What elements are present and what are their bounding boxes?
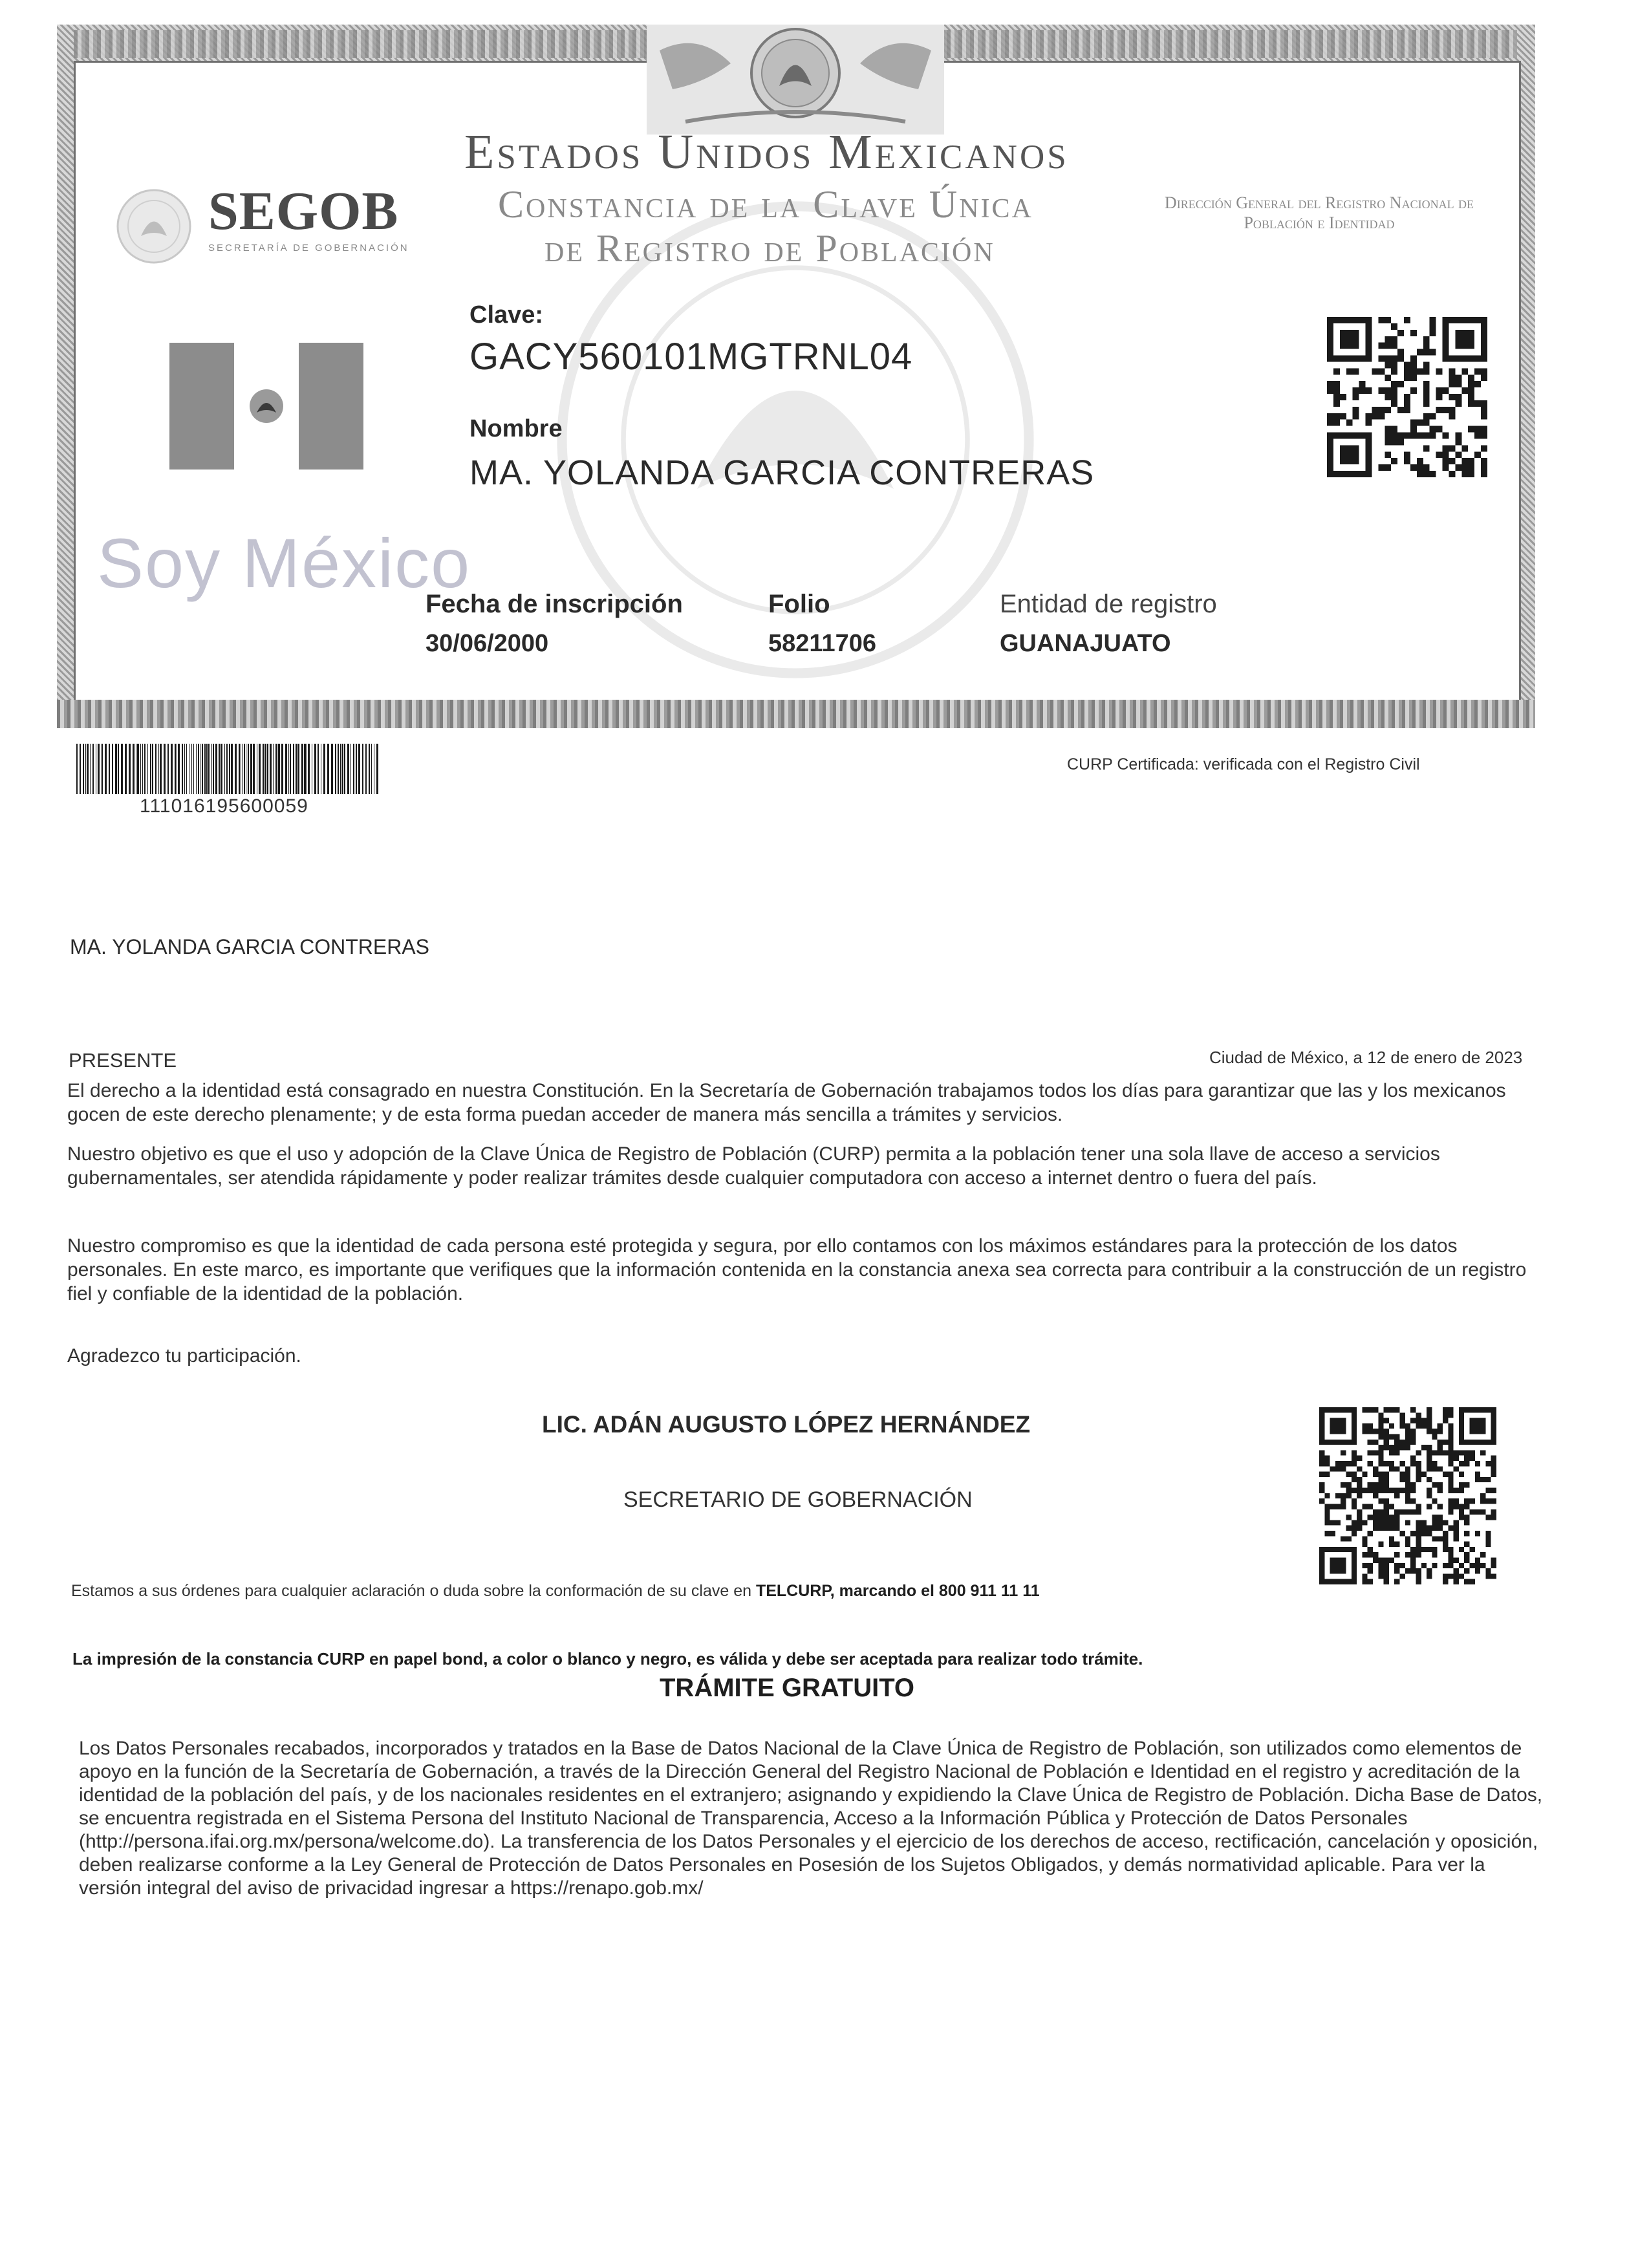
letter-paragraph-3: Nuestro compromiso es que la identidad de cada persona esté protegida y segura, por ello contamos con los máximos estándares para la protección de los datos personales. En este marco, es importante que verifiques que la información contenida en la constancia anexa sea correcta para contribuir a la construcción de un registro fiel y confiable de la identidad de la población.: [67, 1235, 1527, 1304]
mexican-flag-icon: [169, 343, 363, 470]
nombre-value: MA. YOLANDA GARCIA CONTRERAS: [469, 453, 1095, 492]
curp-certified-note: CURP Certificada: verificada con el Registro Civil: [1067, 755, 1420, 773]
place-date-line: Ciudad de México, a 12 de enero de 2023: [1209, 1048, 1523, 1067]
document-title-line2: de Registro de Población: [544, 227, 995, 270]
nombre-label: Nombre: [469, 415, 563, 442]
qr-code-icon: [1319, 1407, 1496, 1584]
folio-label: Folio: [768, 590, 830, 618]
signer-title: SECRETARIO DE GOBERNACIÓN: [623, 1487, 973, 1512]
segob-seal-icon: [115, 188, 193, 265]
country-title: Estados Unidos Mexicanos: [464, 125, 1069, 179]
segob-logo-subtitle: SECRETARÍA DE GOBERNACIÓN: [208, 243, 409, 254]
clave-value: GACY560101MGTRNL04: [469, 336, 913, 378]
entidad-registro-value: GUANAJUATO: [1000, 630, 1171, 657]
validity-notice: La impresión de la constancia CURP en papel bond, a color o blanco y negro, es válida y debe ser aceptada para realizar todo trámite.: [72, 1649, 1143, 1669]
directorate-title: Dirección General del Registro Nacional de Población e Identidad: [1164, 193, 1474, 233]
privacy-notice: Los Datos Personales recabados, incorporados y tratados en la Base de Datos Nacional de la Clave Única de Registro de Población, son utilizados como elementos de apoyo en la función de la Secretaría de Gobernación, a través de la Dirección General del Registro Nacional de Población e Identidad en el registro y acreditación de la identidad de la población del país, y de los nacionales residentes en el extranjero; asignando y expidiendo la Clave Única de Registro de Población. Dicha Base de Datos, se encuentra registrada en el Sistema Persona del Instituto Nacional de Transparencia, Acceso a la Información Pública y Protección de Datos Personales (http://persona.ifai.org.mx/persona/welcome.do). La transferencia de los Datos Personales y el ejercicio de los derechos de acceso, rectificación, cancelación y oposición, deben realizarse conforme a la Ley General de Protección de Datos Personales en Posesión de los Sujetos Obligados, y demás normatividad aplicable. Para ver la versión integral del aviso de privacidad ingresar a https://renapo.gob.mx/: [79, 1738, 1543, 1899]
contact-text: Estamos a sus órdenes para cualquier aclaración o duda sobre la conformación de su clave en: [71, 1582, 756, 1600]
tramite-gratuito: TRÁMITE GRATUITO: [660, 1674, 915, 1702]
fecha-inscripcion-label: Fecha de inscripción: [426, 590, 683, 618]
letter-paragraph-2: Nuestro objetivo es que el uso y adopción de la Clave Única de Registro de Población (CURP) permita a la población tener una sola llave de acceso a servicios gubernamentales, ser atendida rápidamente y poder realizar trámites desde cualquier computadora con acceso a internet dentro o fuera del país.: [67, 1143, 1440, 1189]
signer-name: LIC. ADÁN AUGUSTO LÓPEZ HERNÁNDEZ: [542, 1411, 1031, 1438]
qr-code-icon: [1327, 317, 1487, 477]
clave-label: Clave:: [469, 301, 544, 329]
frame-bottom-guilloche: [57, 700, 1535, 728]
coat-of-arms-crest-icon: [647, 25, 944, 135]
contact-line: [71, 1582, 1040, 1601]
segob-logo-text: SEGOB: [208, 181, 399, 241]
document-title-line1: Constancia de la Clave Única: [498, 183, 1033, 226]
barcode-number: 111016195600059: [140, 795, 308, 817]
fecha-inscripcion-value: 30/06/2000: [426, 630, 549, 657]
barcode-icon: [76, 744, 380, 794]
presente-label: PRESENTE: [69, 1049, 177, 1072]
entidad-registro-label: Entidad de registro: [1000, 590, 1217, 618]
letter-closing: Agradezco tu participación.: [67, 1345, 301, 1366]
letter-paragraph-1: El derecho a la identidad está consagrado en nuestra Constitución. En la Secretaría de Gobernación trabajamos todos los días para garantizar que las y los mexicanos gocen de este derecho plenamente; y de esta forma puedan acceder de manera más sencilla a trámites y servicios.: [67, 1080, 1506, 1125]
folio-value: 58211706: [768, 630, 876, 657]
contact-phone: TELCURP, marcando el 800 911 11 11: [755, 1582, 1040, 1600]
soy-mexico-logo: Soy México: [97, 524, 471, 602]
recipient-name: MA. YOLANDA GARCIA CONTRERAS: [70, 935, 429, 958]
